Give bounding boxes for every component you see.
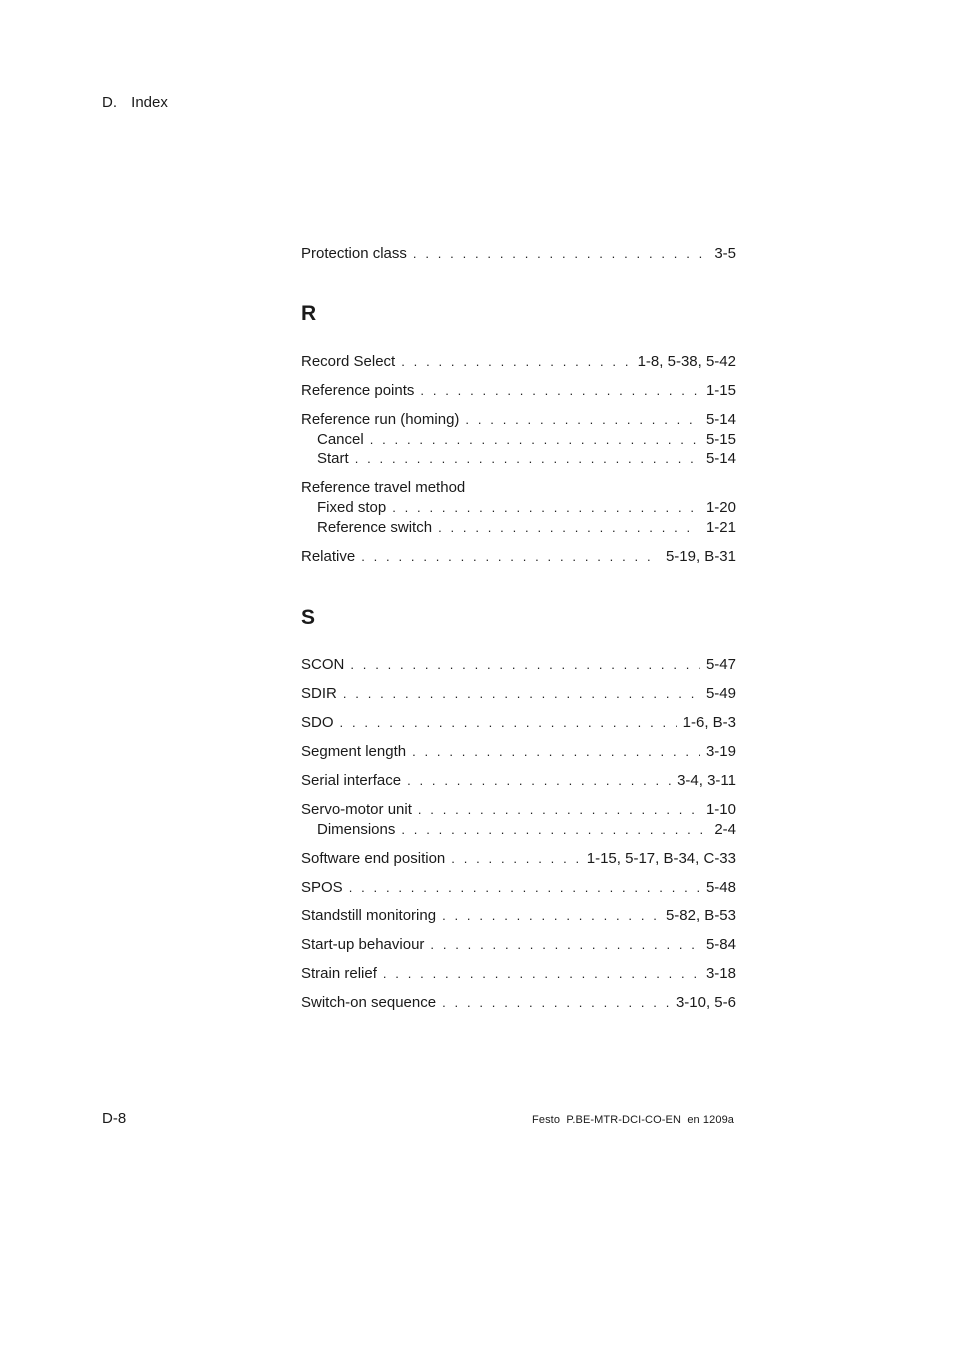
leader-dots — [350, 655, 700, 675]
leader-dots — [383, 964, 700, 984]
leader-dots — [370, 430, 700, 450]
index-subentry-cancel — [317, 430, 736, 450]
section-number: D. — [102, 94, 117, 111]
index-pages: 5-82, B-53 — [665, 907, 736, 924]
index-pages: 2-4 — [714, 821, 736, 838]
leader-dots — [438, 518, 700, 538]
index-term: Relative — [301, 548, 356, 565]
index-term: Start — [317, 450, 349, 467]
index-entry-reference-travel-method — [301, 478, 736, 498]
index-term: Standstill monitoring — [301, 907, 437, 924]
leader-dots — [340, 713, 677, 733]
index-pages: 1-21 — [705, 519, 736, 536]
index-pages: 3-18 — [705, 965, 736, 982]
index-term: SDO — [301, 714, 334, 731]
index-subentry-dimensions — [317, 820, 736, 840]
index-term: Protection class — [301, 245, 407, 262]
index-term: Servo-motor unit — [301, 801, 412, 818]
index-entry-software-end-position — [301, 849, 736, 869]
index-pages: 5-19, B-31 — [665, 548, 736, 565]
leader-dots — [412, 742, 700, 762]
index-entry-serial-interface — [301, 771, 736, 791]
index-entry-protection-class — [301, 244, 736, 264]
index-entry-spos — [301, 878, 736, 898]
index-pages: 3-10, 5-6 — [675, 994, 736, 1011]
index-term: Reference switch — [317, 519, 433, 536]
index-entry-reference-run — [301, 410, 736, 430]
index-subentry-reference-switch — [317, 518, 736, 538]
index-term: SCON — [301, 656, 345, 673]
index-subentry-fixed-stop — [317, 498, 736, 518]
index-entry-segment-length — [301, 742, 736, 762]
index-pages: 1-15, 5-17, B-34, C-33 — [586, 850, 736, 867]
index-pages: 3-19 — [705, 743, 736, 760]
index-entry-standstill-monitoring — [301, 906, 736, 926]
leader-dots — [361, 547, 660, 567]
index-term: Cancel — [317, 431, 364, 448]
leader-dots — [413, 244, 708, 264]
index-pages: 5-47 — [705, 656, 736, 673]
index-pages: 5-84 — [705, 936, 736, 953]
leader-dots — [355, 449, 700, 469]
letter-heading-r: R — [301, 302, 317, 325]
index-term: Reference run (homing) — [301, 411, 460, 428]
index-term: Serial interface — [301, 772, 402, 789]
leader-dots — [465, 410, 700, 430]
index-entry-sdir — [301, 684, 736, 704]
leader-dots — [343, 684, 700, 704]
index-pages: 3-4, 3-11 — [677, 772, 736, 789]
index-term: Start-up behaviour — [301, 936, 425, 953]
index-entry-servo-motor-unit — [301, 800, 736, 820]
index-pages: 1-8, 5-38, 5-42 — [637, 353, 736, 370]
index-term: Segment length — [301, 743, 407, 760]
letter-heading-s: S — [301, 606, 316, 629]
index-term: Dimensions — [317, 821, 396, 838]
index-entry-start-up-behaviour — [301, 935, 736, 955]
index-entry-reference-points — [301, 381, 736, 401]
leader-dots — [418, 800, 700, 820]
index-term: Strain relief — [301, 965, 377, 982]
leader-dots — [451, 849, 580, 869]
index-entry-strain-relief — [301, 964, 736, 984]
index-entry-scon — [301, 655, 736, 675]
index-pages: 1-10 — [705, 801, 736, 818]
leader-dots — [349, 878, 700, 898]
index-pages: 5-14 — [705, 450, 736, 467]
leader-dots — [442, 993, 670, 1013]
index-pages: 5-48 — [705, 879, 736, 896]
index-term: Switch-on sequence — [301, 994, 437, 1011]
index-entry-sdo — [301, 713, 736, 733]
page-number: D-8 — [102, 1110, 127, 1127]
running-header — [102, 94, 168, 111]
index-term: Reference travel method — [301, 479, 466, 496]
document-id: Festo P.BE-MTR-DCI-CO-EN en 1209a — [532, 1114, 734, 1126]
index-term: SPOS — [301, 879, 343, 896]
index-subentry-start — [317, 449, 736, 469]
index-entry-relative — [301, 547, 736, 567]
leader-dots — [401, 820, 708, 840]
index-entry-switch-on-sequence — [301, 993, 736, 1013]
index-pages: 5-49 — [705, 685, 736, 702]
section-title: Index — [131, 94, 168, 111]
index-entry-record-select — [301, 352, 736, 372]
index-term: SDIR — [301, 685, 337, 702]
leader-dots — [442, 906, 660, 926]
index-pages: 5-14 — [705, 411, 736, 428]
index-pages: 1-15 — [705, 382, 736, 399]
index-pages: 5-15 — [705, 431, 736, 448]
index-term: Fixed stop — [317, 499, 387, 516]
index-term: Reference points — [301, 382, 415, 399]
leader-dots — [430, 935, 700, 955]
index-term: Record Select — [301, 353, 396, 370]
leader-dots — [392, 498, 700, 518]
index-pages: 3-5 — [714, 245, 736, 262]
index-pages: 1-6, B-3 — [682, 714, 736, 731]
leader-dots — [407, 771, 671, 791]
index-term: Software end position — [301, 850, 446, 867]
index-pages: 1-20 — [705, 499, 736, 516]
leader-dots — [420, 381, 700, 401]
leader-dots — [401, 352, 631, 372]
